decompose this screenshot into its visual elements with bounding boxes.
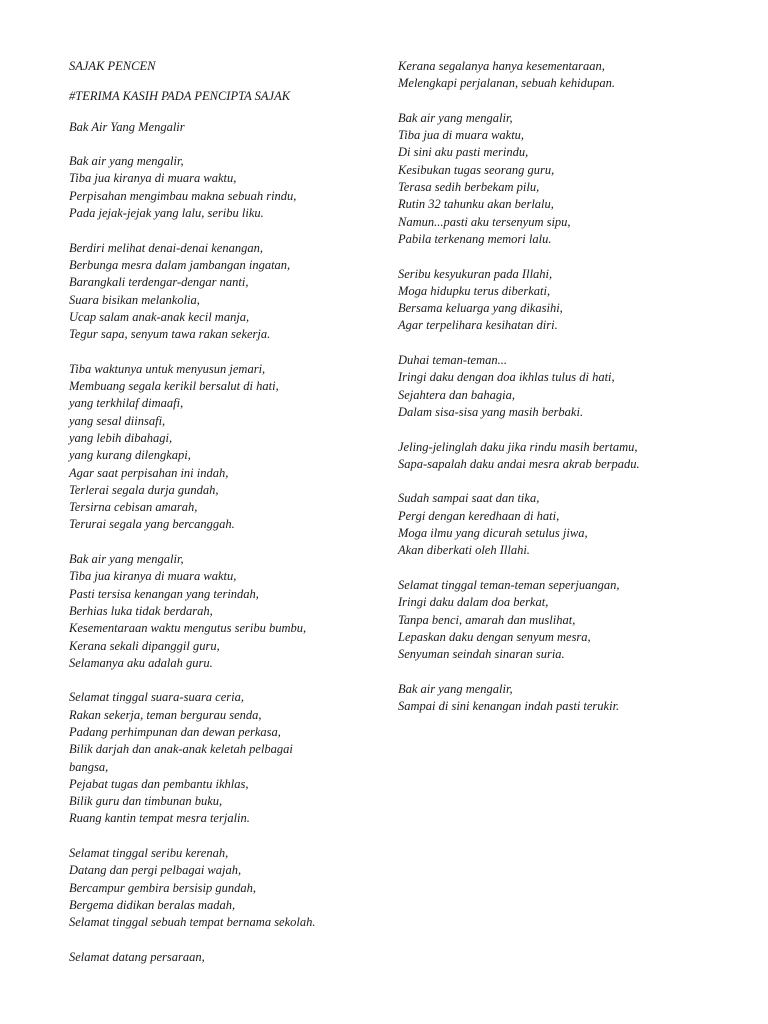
poem-line: Perpisahan mengimbau makna sebuah rindu,: [69, 188, 297, 203]
poem-line: Selamat tinggal sebuah tempat bernama sekolah.: [69, 915, 316, 930]
dedication-line: #TERIMA KASIH PADA PENCIPTA SAJAK: [69, 89, 291, 104]
poem-line: Kesibukan tugas seorang guru,: [398, 162, 555, 177]
poem-line: Terlerai segala durja gundah,: [69, 482, 219, 497]
poem-line: Terasa sedih berbekam pilu,: [398, 180, 540, 195]
stanza: [398, 490, 738, 559]
poem-line: Dalam sisa-sisa yang masih berbaki.: [398, 404, 584, 419]
poem-line: Agar terpelihara kesihatan diri.: [398, 318, 558, 333]
poem-line: yang terkhilaf dimaafi,: [69, 396, 184, 411]
poem-line: Selamat tinggal suara-suara ceria,: [69, 690, 244, 705]
poem-line: Kerana segalanya hanya kesementaraan,: [398, 59, 605, 73]
poem-line: Barangkali terdengar-dengar nanti,: [69, 275, 249, 290]
poem-line: Duhai teman-teman...: [398, 353, 508, 368]
poem-line: Membuang segala kerikil bersalut di hati,: [69, 379, 279, 394]
right-column: [398, 58, 738, 733]
poem-line: Suara bisikan melankolia,: [69, 292, 200, 307]
poem-line: Berbunga mesra dalam jambangan ingatan,: [69, 257, 291, 272]
poem-line: Bak air yang mengalir,: [398, 681, 513, 696]
poem-line: Sampai di sini kenangan indah pasti terukir.: [398, 698, 620, 713]
poem-line: Ucap salam anak-anak kecil manja,: [69, 309, 250, 324]
stanza: [69, 949, 369, 966]
poem-line: Pada jejak-jejak yang lalu, seribu liku.: [69, 206, 264, 221]
poem-line: Melengkapi perjalanan, sebuah kehidupan.: [398, 76, 615, 91]
poem-line: Sudah sampai saat dan tika,: [398, 491, 540, 506]
poem-line: yang sesal diinsafi,: [69, 413, 166, 428]
poem-line: Bilik guru dan timbunan buku,: [69, 794, 223, 809]
poem-line: Tiba waktunya untuk menyusun jemari,: [69, 361, 266, 376]
stanza: [398, 266, 738, 335]
stanza: [69, 240, 369, 344]
poem-line: Berdiri melihat denai-denai kenangan,: [69, 240, 263, 255]
poem-line: Bercampur gembira bersisip gundah,: [69, 880, 257, 895]
poem-line: Di sini aku pasti merindu,: [398, 145, 529, 160]
stanza: [398, 352, 738, 421]
poem-line: Moga ilmu yang dicurah setulus jiwa,: [398, 526, 588, 541]
poem-line: Sapa-sapalah daku andai mesra akrab berpadu.: [398, 456, 640, 471]
poem-line: Bersama keluarga yang dikasihi,: [398, 301, 563, 316]
poem-line: Terurai segala yang bercanggah.: [69, 517, 235, 532]
poem-line: Bak air yang mengalir,: [69, 552, 184, 567]
poem-line: Tiba jua kiranya di muara waktu,: [69, 569, 237, 584]
poem-line: Akan diberkati oleh Illahi.: [398, 543, 530, 558]
poem-line: Rakan sekerja, teman bergurau senda,: [69, 707, 262, 722]
stanza: [398, 110, 738, 248]
poem-line: Selamat datang persaraan,: [69, 949, 205, 964]
stanza: [69, 153, 369, 222]
poem-line: Selamat tinggal seribu kerenah,: [69, 846, 229, 861]
poem-line: Sejahtera dan bahagia,: [398, 387, 516, 402]
poem-line: Rutin 32 tahunku akan berlalu,: [398, 197, 554, 212]
poem-line: yang lebih dibahagi,: [69, 430, 173, 445]
poem-line: Tiba jua di muara waktu,: [398, 128, 525, 143]
poem-line: Ruang kantin tempat mesra terjalin.: [69, 811, 250, 826]
stanza: [69, 551, 369, 672]
poem-line: Selamat tinggal teman-teman seperjuangan,: [398, 577, 620, 592]
stanza: [398, 58, 738, 93]
poem-line: Seribu kesyukuran pada Illahi,: [398, 266, 553, 281]
poem-line: Pergi dengan keredhaan di hati,: [398, 508, 560, 523]
poem-line: Bergema didikan beralas madah,: [69, 897, 236, 912]
poem-line: Tersirna cebisan amarah,: [69, 500, 198, 515]
poem-line: Senyuman seindah sinaran suria.: [398, 647, 565, 662]
poem-line: Agar saat perpisahan ini indah,: [69, 465, 229, 480]
poem-line: Jeling-jelinglah daku jika rindu masih bertamu,: [398, 439, 638, 454]
poem-line: Kerana sekali dipanggil guru,: [69, 638, 220, 653]
stanza: [69, 361, 369, 534]
poem-line: Tiba jua kiranya di muara waktu,: [69, 171, 237, 186]
poem-line: Tegur sapa, senyum tawa rakan sekerja.: [69, 327, 271, 342]
right-stanzas: [398, 58, 738, 715]
poem-line: Tanpa benci, amarah dan muslihat,: [398, 612, 576, 627]
poem-line: Iringi daku dengan doa ikhlas tulus di hati,: [398, 370, 615, 385]
poem-line: Bak air yang mengalir,: [398, 110, 513, 125]
stanza: [398, 439, 738, 474]
poem-line: Padang perhimpunan dan dewan perkasa,: [69, 724, 281, 739]
left-stanzas: [69, 153, 369, 966]
poem-title: Bak Air Yang Mengalir: [69, 119, 185, 134]
poem-line: yang kurang dilengkapi,: [69, 448, 191, 463]
poem-line: Selamanya aku adalah guru.: [69, 655, 213, 670]
poem-line: Namun...pasti aku tersenyum sipu,: [398, 214, 571, 229]
document-title: SAJAK PENCEN: [69, 59, 156, 73]
poem-line: bangsa,: [69, 759, 109, 774]
stanza: [69, 689, 369, 827]
poem-line: Iringi daku dalam doa berkat,: [398, 595, 549, 610]
poem-line: Pabila terkenang memori lalu.: [398, 231, 552, 246]
poem-line: Lepaskan daku dengan senyum mesra,: [398, 629, 591, 644]
poem-line: Bilik darjah dan anak-anak keletah pelbagai: [69, 742, 293, 757]
poem-line: Pasti tersisa kenangan yang terindah,: [69, 586, 259, 601]
left-column: [69, 58, 369, 983]
poem-line: Berhias luka tidak berdarah,: [69, 603, 213, 618]
poem-line: Datang dan pergi pelbagai wajah,: [69, 863, 242, 878]
stanza: [398, 681, 738, 716]
poem-line: Moga hidupku terus diberkati,: [398, 283, 551, 298]
stanza: [398, 577, 738, 663]
poem-line: Kesementaraan waktu mengutus seribu bumbu,: [69, 621, 307, 636]
poem-line: Bak air yang mengalir,: [69, 154, 184, 169]
stanza: [69, 845, 369, 931]
poem-line: Pejabat tugas dan pembantu ikhlas,: [69, 776, 249, 791]
